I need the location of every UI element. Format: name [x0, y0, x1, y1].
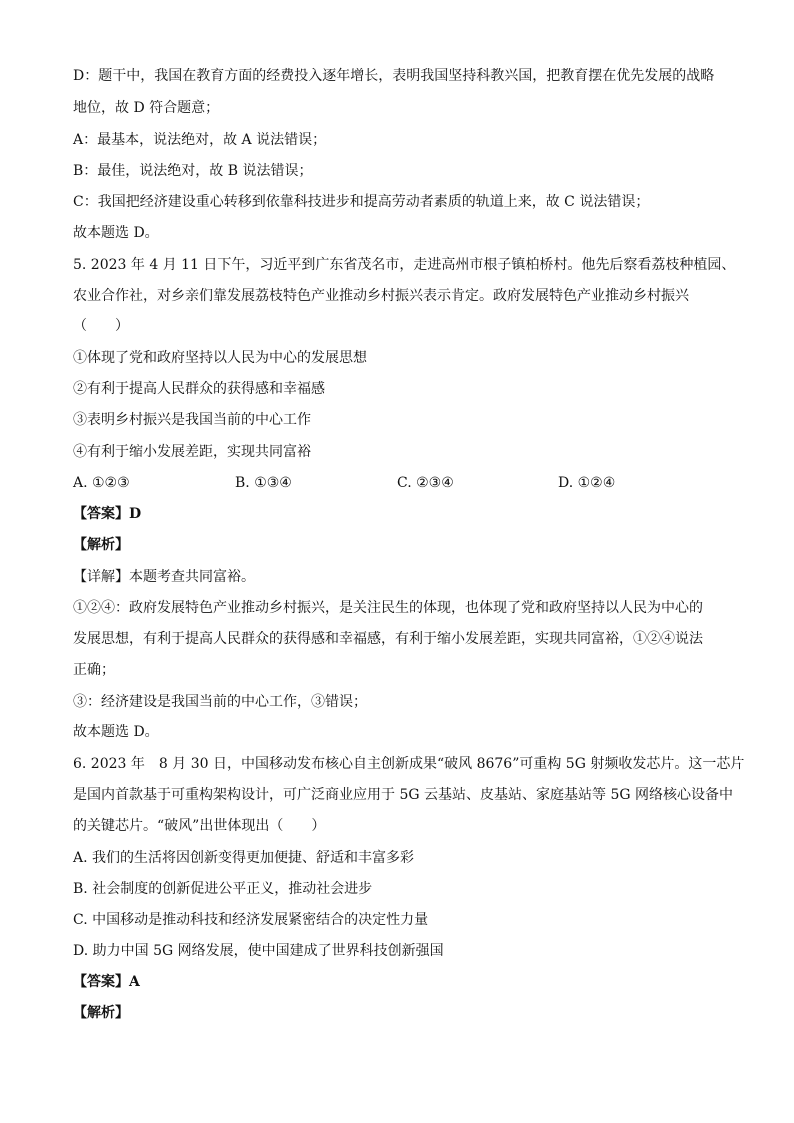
- option-c: C. ②③④: [397, 475, 454, 491]
- text-line: 地位，故 D 符合题意；: [73, 100, 220, 116]
- text-line: D：题干中，我国在教育方面的经费投入逐年增长，表明我国坚持科教兴国，把教育摆在优先发展的战略: [73, 68, 715, 84]
- statement-3: ③表明乡村振兴是我国当前的中心工作: [73, 412, 311, 428]
- detail-line: 发展思想，有利于提高人民群众的获得感和幸福感，有利于缩小发展差距，实现共同富裕，①②④说法: [73, 631, 703, 647]
- answer-blank: （ ）: [73, 318, 129, 334]
- analysis-label: 【解析】: [73, 1005, 129, 1021]
- statement-4: ④有利于缩小发展差距，实现共同富裕: [73, 444, 311, 460]
- option-a: A. ①②③: [73, 475, 130, 491]
- text-line: C：我国把经济建设重心转移到依靠科技进步和提高劳动者素质的轨道上来，故 C 说法错误；: [73, 194, 650, 210]
- detail-line: ③：经济建设是我国当前的中心工作，③错误；: [73, 694, 367, 710]
- option-d: D. ①②④: [558, 475, 616, 491]
- answer-label: 【答案】A: [73, 974, 140, 990]
- detail-line: 故本题选 D。: [73, 724, 159, 740]
- question-5-text: 农业合作社，对乡亲们靠发展荔枝特色产业推动乡村振兴表示肯定。政府发展特色产业推动乡村振兴: [73, 288, 689, 304]
- question-6-text: 6. 2023 年 8 月 30 日，中国移动发布核心自主创新成果“破风 8676”可重构 5G 射频收发芯片。这一芯片: [73, 756, 745, 772]
- analysis-label: 【解析】: [73, 537, 129, 553]
- q6-option-c: C. 中国移动是推动科技和经济发展紧密结合的决定性力量: [73, 912, 429, 928]
- question-6-text: 的关键芯片。“破风”出世体现出（ ）: [73, 818, 326, 834]
- statement-2: ②有利于提高人民群众的获得感和幸福感: [73, 381, 325, 397]
- text-line: 故本题选 D。: [73, 225, 159, 241]
- question-5-text: 5. 2023 年 4 月 11 日下午，习近平到广东省茂名市，走进高州市根子镇柏桥村。他先后察看荔枝种植园、: [73, 257, 736, 273]
- q6-option-b: B. 社会制度的创新促进公平正义，推动社会进步: [73, 881, 373, 897]
- detail-line: 正确；: [73, 662, 115, 678]
- text-line: A：最基本，说法绝对，故 A 说法错误；: [73, 132, 327, 148]
- detail-line: ①②④：政府发展特色产业推动乡村振兴，是关注民生的体现，也体现了党和政府坚持以人民为中心的: [73, 600, 703, 616]
- question-6-text: 是国内首款基于可重构架构设计，可广泛商业应用于 5G 云基站、皮基站、家庭基站等 5G 网络核心设备中: [73, 787, 733, 803]
- answer-label: 【答案】D: [73, 506, 142, 522]
- q6-option-a: A. 我们的生活将因创新变得更加便捷、舒适和丰富多彩: [73, 850, 415, 866]
- q6-option-d: D. 助力中国 5G 网络发展，使中国建成了世界科技创新强国: [73, 943, 444, 959]
- option-b: B. ①③④: [235, 475, 292, 491]
- statement-1: ①体现了党和政府坚持以人民为中心的发展思想: [73, 350, 367, 366]
- detail-line: 【详解】本题考查共同富裕。: [73, 569, 255, 585]
- text-line: B：最佳，说法绝对，故 B 说法错误；: [73, 163, 313, 179]
